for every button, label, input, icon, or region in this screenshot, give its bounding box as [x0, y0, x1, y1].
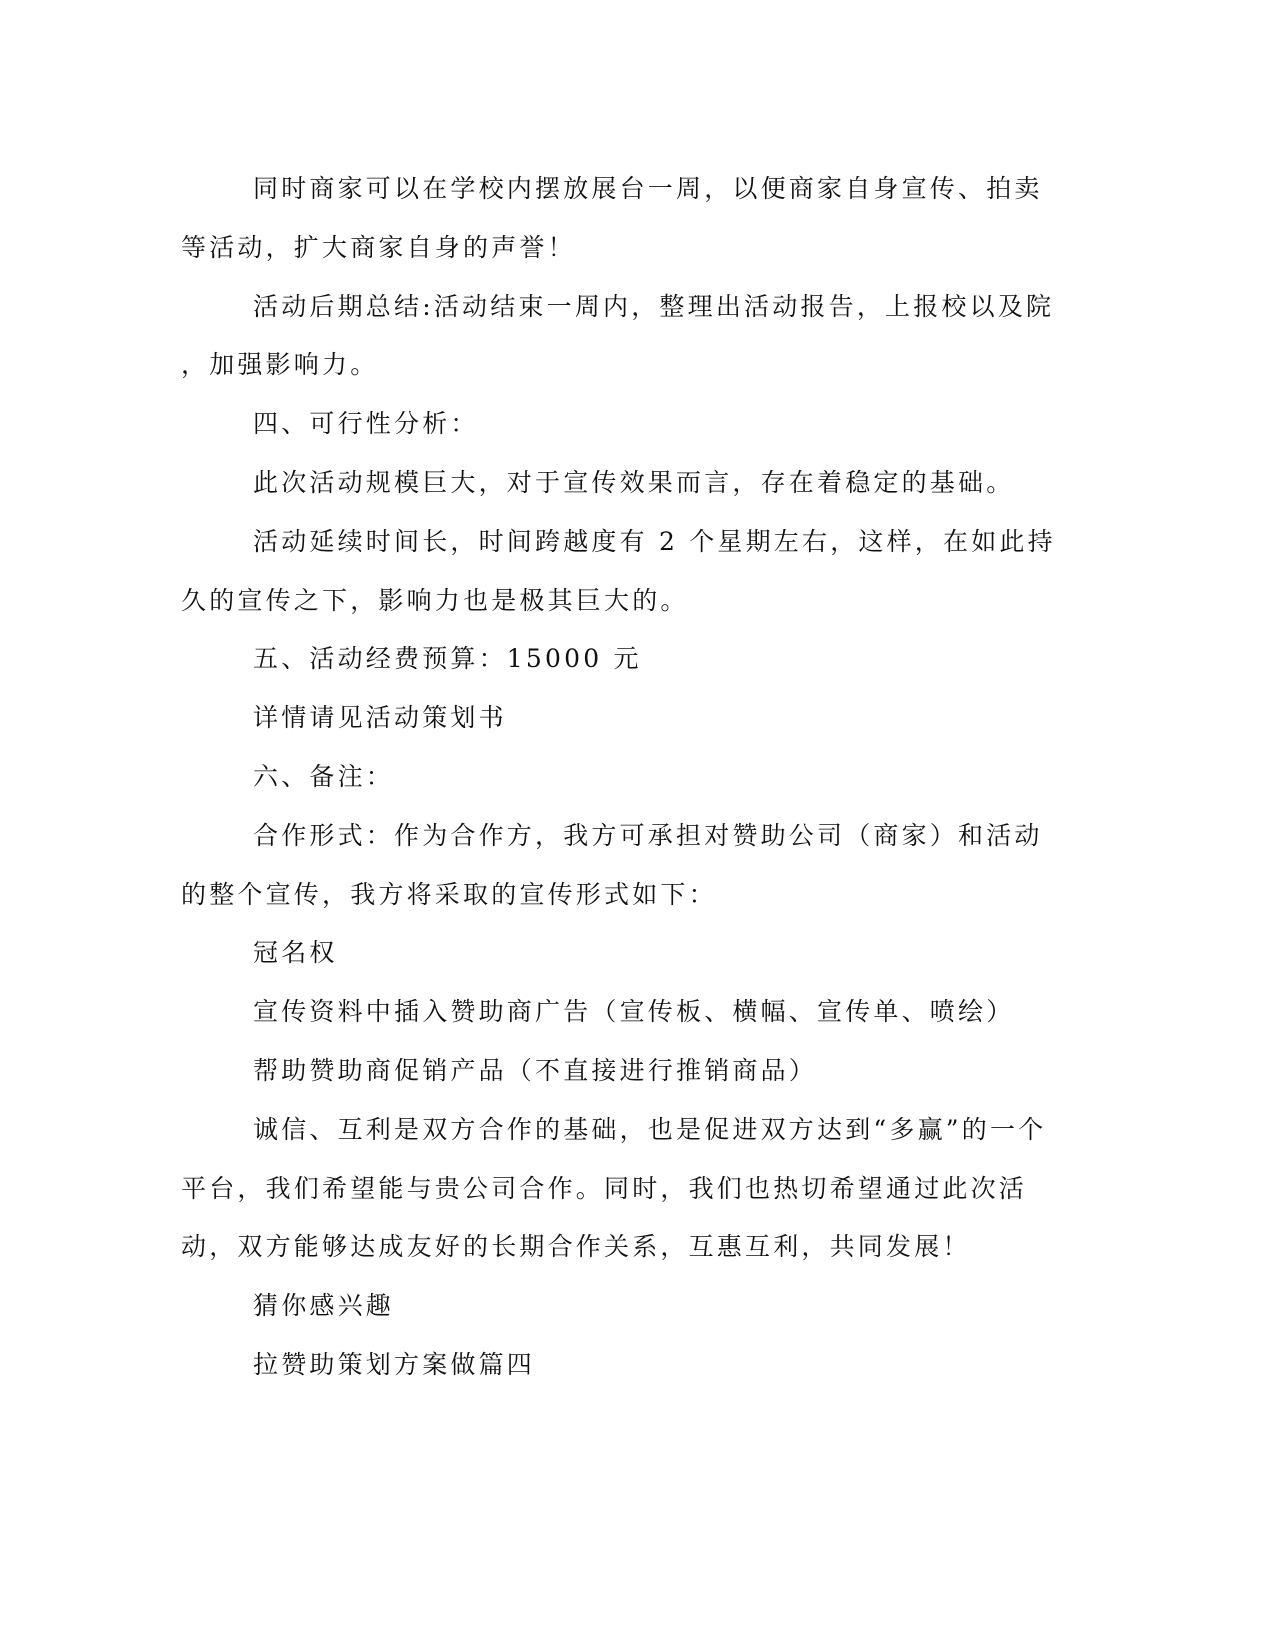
paragraph-line: 此次活动规模巨大，对于宣传效果而言，存在着稳定的基础。: [253, 467, 1015, 497]
paragraph-line: 的整个宣传，我方将采取的宣传形式如下：: [181, 879, 717, 909]
related-link-text: 拉赞助策划方案做篇四: [253, 1349, 536, 1379]
paragraph-line: 诚信、互利是双方合作的基础，也是促进双方达到“多赢”的一个: [253, 1114, 1047, 1144]
section-heading: 六、备注：: [253, 761, 395, 791]
paragraph-line: 活动后期总结:活动结束一周内，整理出活动报告，上报校以及院: [253, 291, 1055, 321]
paragraph-line: 久的宣传之下，影响力也是极其巨大的。: [181, 585, 689, 615]
list-item: 宣传资料中插入赞助商广告（宣传板、横幅、宣传单、喷绘）: [253, 997, 1015, 1027]
related-heading: 猜你感兴趣: [253, 1291, 395, 1321]
list-item: 冠名权: [253, 938, 338, 968]
paragraph-line: 详情请见活动策划书: [253, 703, 507, 733]
paragraph-line: 等活动，扩大商家自身的声誉！: [181, 232, 576, 262]
paragraph-line: 动，双方能够达成友好的长期合作关系，互惠互利，共同发展！: [181, 1232, 971, 1262]
paragraph-line: ，加强影响力。: [181, 350, 379, 380]
paragraph-line: 合作形式：作为合作方，我方可承担对赞助公司（商家）和活动: [253, 820, 1043, 850]
list-item: 帮助赞助商促销产品（不直接进行推销商品）: [253, 1055, 818, 1085]
paragraph-line: 活动延续时间长，时间跨越度有 2 个星期左右，这样，在如此持: [253, 526, 1056, 556]
paragraph-line: 同时商家可以在学校内摆放展台一周，以便商家自身宣传、拍卖: [253, 174, 1043, 203]
section-heading: 四、可行性分析：: [253, 409, 479, 439]
section-heading: 五、活动经费预算：15000 元: [253, 644, 642, 674]
paragraph-line: 平台，我们希望能与贵公司合作。同时，我们也热切希望通过此次活: [181, 1173, 1028, 1203]
document-body: [181, 160, 1056, 1395]
